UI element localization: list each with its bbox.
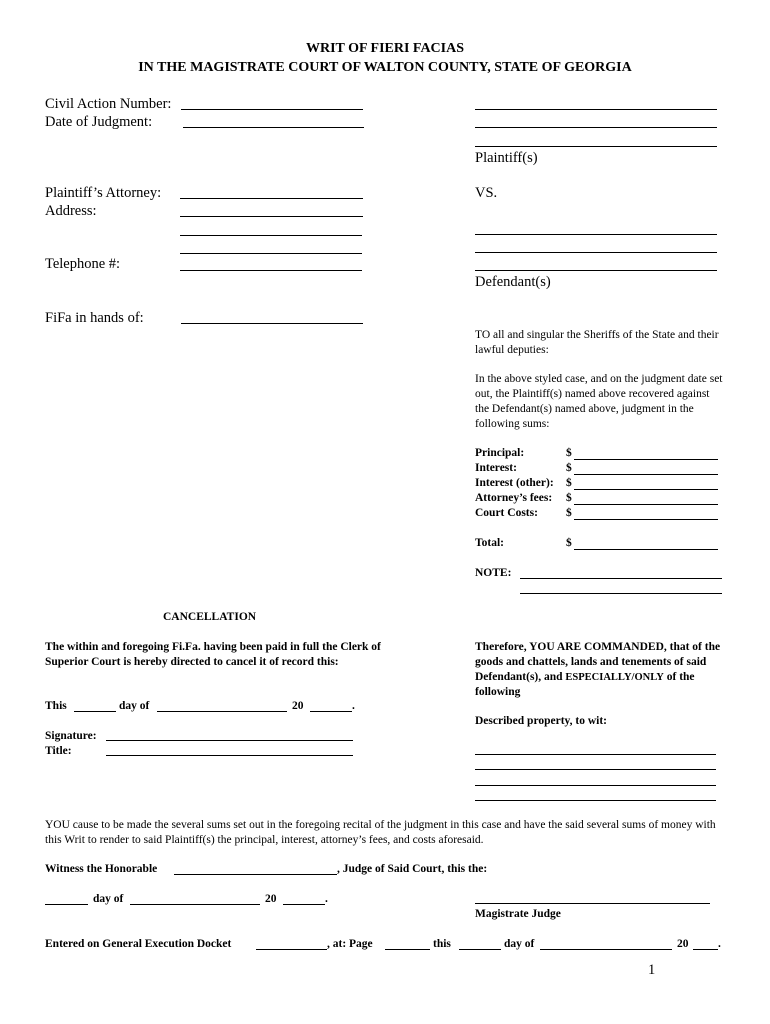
entered-day-of-label: day of bbox=[504, 938, 535, 950]
principal-field[interactable] bbox=[574, 459, 718, 460]
at-page-label: , at: Page bbox=[327, 938, 373, 950]
signature-label: Signature: bbox=[45, 730, 97, 742]
cancel-year-field[interactable] bbox=[310, 711, 352, 712]
witness-day-of-label: day of bbox=[93, 893, 124, 905]
fifa-label: FiFa in hands of: bbox=[45, 310, 144, 326]
note-label: NOTE: bbox=[475, 567, 512, 579]
signature-field[interactable] bbox=[106, 740, 353, 741]
note-field-2[interactable] bbox=[520, 593, 722, 594]
commanded-text bbox=[475, 640, 730, 700]
address-field-1[interactable] bbox=[180, 216, 363, 217]
total-label: Total: bbox=[475, 537, 504, 549]
address-field-2[interactable] bbox=[180, 235, 362, 236]
page-field[interactable] bbox=[385, 949, 430, 950]
magistrate-signature-line[interactable] bbox=[475, 903, 710, 904]
defendants-label: Defendant(s) bbox=[475, 274, 551, 290]
principal-dollar: $ bbox=[566, 447, 572, 459]
civil-action-label: Civil Action Number: bbox=[45, 96, 172, 112]
cancel-day-of-label: day of bbox=[119, 700, 150, 712]
defendant-line-2[interactable] bbox=[475, 252, 717, 253]
property-line-3[interactable] bbox=[475, 785, 716, 786]
entered-year-prefix: 20 bbox=[677, 938, 689, 950]
interest-field[interactable] bbox=[574, 474, 718, 475]
total-field[interactable] bbox=[574, 549, 718, 550]
cancel-year-prefix: 20 bbox=[292, 700, 304, 712]
principal-label: Principal: bbox=[475, 447, 525, 459]
witness-year-field[interactable] bbox=[283, 904, 325, 905]
plaintiff-line-3[interactable] bbox=[475, 146, 717, 147]
cause-text: YOU cause to be made the several sums set out in the foregoing recital of the judgment in this case and have the said several sums of money with this Writ to render to said Plaintiff(s) the principal, interest, attorney’s fees, and costs aforesaid. bbox=[45, 819, 716, 846]
plaintiff-line-2[interactable] bbox=[475, 127, 717, 128]
judge-name-field[interactable] bbox=[174, 874, 337, 875]
property-line-4[interactable] bbox=[475, 800, 716, 801]
document-title: WRIT OF FIERI FACIAS bbox=[305, 41, 465, 56]
attorney-fees-dollar: $ bbox=[566, 492, 572, 504]
civil-action-field[interactable] bbox=[181, 109, 363, 110]
witness-year-prefix: 20 bbox=[265, 893, 277, 905]
attorney-fees-field[interactable] bbox=[574, 504, 718, 505]
court-costs-field[interactable] bbox=[574, 519, 718, 520]
docket-field[interactable] bbox=[256, 949, 327, 950]
witness-period: . bbox=[325, 893, 328, 905]
witness-month-field[interactable] bbox=[130, 904, 260, 905]
entered-period: . bbox=[718, 938, 721, 950]
magistrate-judge-label: Magistrate Judge bbox=[475, 908, 561, 920]
title-field[interactable] bbox=[106, 755, 353, 756]
document-subtitle: IN THE MAGISTRATE COURT OF WALTON COUNTY, STATE OF GEORGIA bbox=[138, 60, 632, 75]
cancel-month-field[interactable] bbox=[157, 711, 287, 712]
interest-dollar: $ bbox=[566, 462, 572, 474]
plaintiffs-label: Plaintiff(s) bbox=[475, 150, 538, 166]
telephone-field[interactable] bbox=[180, 270, 362, 271]
described-property-label: Described property, to wit: bbox=[475, 715, 608, 727]
entered-this-label: this bbox=[433, 938, 451, 950]
total-dollar: $ bbox=[566, 537, 572, 549]
commanded-text-part1: Therefore, YOU ARE COMMANDED, that of the goods and chattels, lands and tenements of said Defendant(s), and bbox=[475, 641, 721, 683]
to-sheriffs-text: TO all and singular the Sheriffs of the State and their lawful deputies: bbox=[475, 329, 719, 356]
defendant-line-3[interactable] bbox=[475, 270, 717, 271]
judge-of-court-text: , Judge of Said Court, this the: bbox=[337, 863, 488, 875]
styled-case-text: In the above styled case, and on the judgment date set out, the Plaintiff(s) named above recovered against the Defendant(s) named above, judgment in the following sums: bbox=[475, 373, 723, 430]
witness-label: Witness the Honorable bbox=[45, 863, 158, 875]
telephone-label: Telephone #: bbox=[45, 256, 121, 272]
title-label: Title: bbox=[45, 745, 72, 757]
plaintiff-line-1[interactable] bbox=[475, 109, 717, 110]
cancellation-heading: CANCELLATION bbox=[163, 611, 257, 623]
address-field-3[interactable] bbox=[180, 253, 362, 254]
page-number: 1 bbox=[648, 962, 656, 978]
cancellation-text: The within and foregoing Fi.Fa. having been paid in full the Clerk of Superior Court is hereby directed to cancel it of record this: bbox=[45, 641, 381, 668]
entered-docket-label: Entered on General Execution Docket bbox=[45, 938, 232, 950]
plaintiff-attorney-label: Plaintiff’s Attorney: bbox=[45, 185, 162, 201]
vs-label: VS. bbox=[475, 185, 498, 201]
court-costs-dollar: $ bbox=[566, 507, 572, 519]
address-label: Address: bbox=[45, 203, 97, 219]
witness-day-field[interactable] bbox=[45, 904, 88, 905]
defendant-line-1[interactable] bbox=[475, 234, 717, 235]
commanded-especially: ESPECIALLY/ONLY bbox=[565, 672, 664, 683]
note-field-1[interactable] bbox=[520, 578, 722, 579]
interest-other-label: Interest (other): bbox=[475, 477, 554, 489]
cancel-this-label: This bbox=[45, 700, 67, 712]
entered-year-field[interactable] bbox=[693, 949, 718, 950]
interest-other-dollar: $ bbox=[566, 477, 572, 489]
date-of-judgment-label: Date of Judgment: bbox=[45, 114, 153, 130]
commanded-text-part3: of the following bbox=[475, 671, 695, 698]
entered-month-field[interactable] bbox=[540, 949, 672, 950]
interest-other-field[interactable] bbox=[574, 489, 718, 490]
cancel-period: . bbox=[352, 700, 355, 712]
cancel-day-field[interactable] bbox=[74, 711, 116, 712]
court-costs-label: Court Costs: bbox=[475, 507, 538, 519]
fifa-field[interactable] bbox=[181, 323, 363, 324]
entered-day-field[interactable] bbox=[459, 949, 501, 950]
attorney-fees-label: Attorney’s fees: bbox=[475, 492, 553, 504]
property-line-2[interactable] bbox=[475, 769, 716, 770]
date-of-judgment-field[interactable] bbox=[183, 127, 364, 128]
interest-label: Interest: bbox=[475, 462, 517, 474]
property-line-1[interactable] bbox=[475, 754, 716, 755]
plaintiff-attorney-field[interactable] bbox=[180, 198, 363, 199]
